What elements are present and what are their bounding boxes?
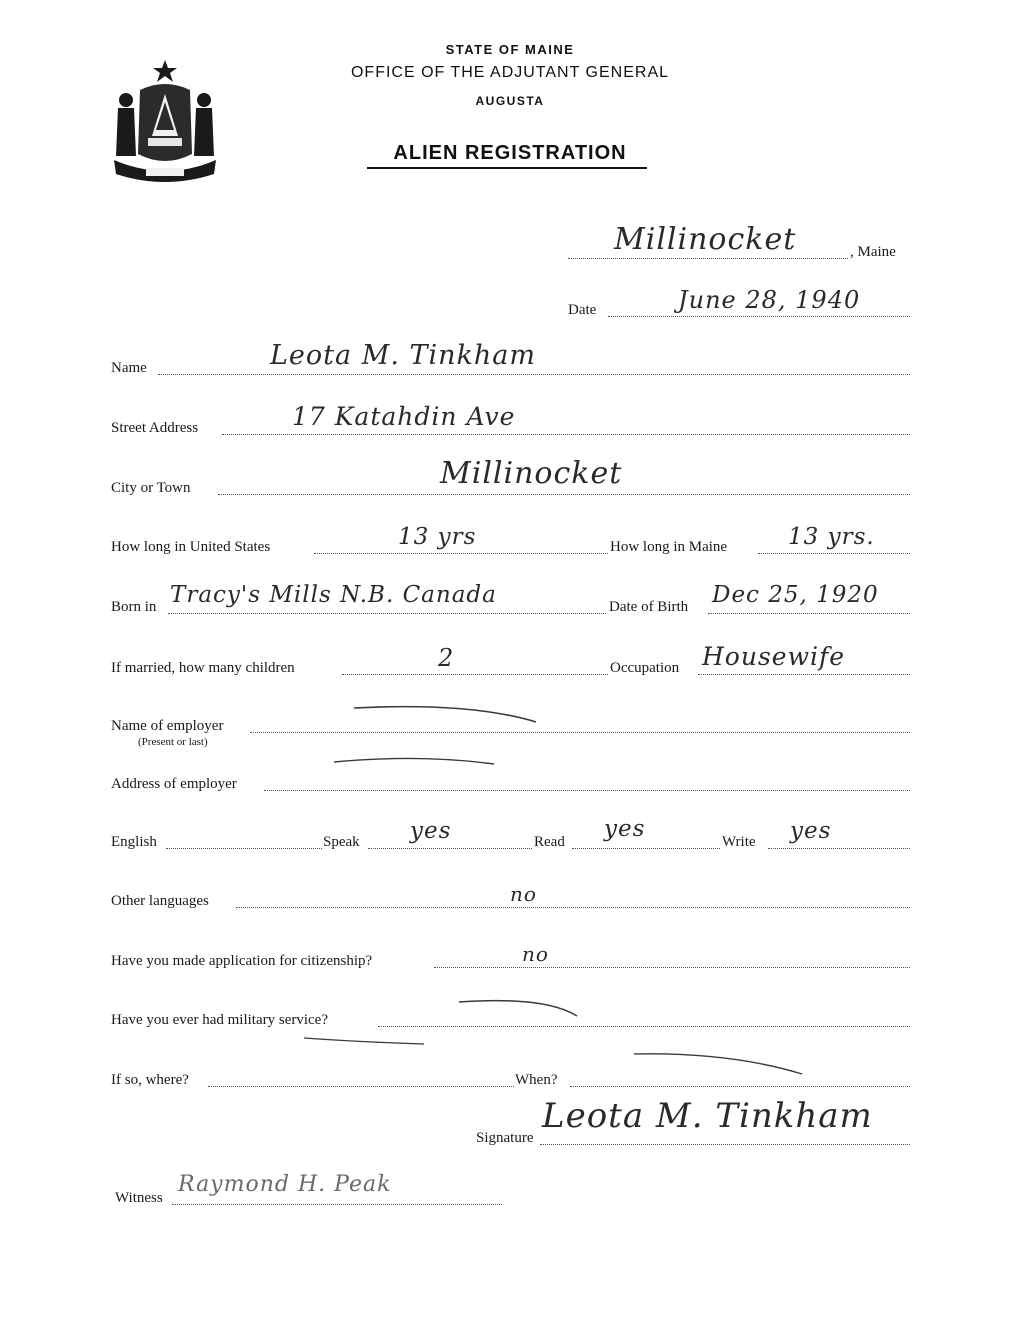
other-languages-label: Other languages <box>111 893 209 909</box>
header-state: STATE OF MAINE <box>445 42 575 57</box>
occupation-line <box>698 674 910 675</box>
occupation-label: Occupation <box>610 660 680 676</box>
header-office: OFFICE OF THE ADJUTANT GENERAL <box>350 64 670 81</box>
children-value: 2 <box>438 644 455 672</box>
english-label: English <box>111 834 157 850</box>
read-value: yes <box>604 816 646 842</box>
witness-label: Witness <box>115 1190 163 1206</box>
how-long-us-line <box>314 553 608 554</box>
name-value: Leota M. Tinkham <box>270 340 536 371</box>
citizenship-line <box>434 967 910 968</box>
read-label: Read <box>534 834 565 850</box>
citizenship-label: Have you made application for citizenship? <box>111 953 373 969</box>
write-label: Write <box>722 834 756 850</box>
military-dash-mark <box>455 996 585 1020</box>
employer-dash-mark <box>350 700 550 730</box>
witness-value: Raymond H. Peak <box>178 1172 392 1197</box>
english-line <box>166 848 322 849</box>
born-in-value: Tracy's Mills N.B. Canada <box>170 582 497 608</box>
header-city: AUGUSTA <box>475 94 545 108</box>
employer-address-line <box>264 790 910 791</box>
write-line <box>768 848 910 849</box>
name-label: Name <box>111 360 147 376</box>
citizenship-value: no <box>522 942 549 966</box>
when-dash-mark <box>630 1048 810 1078</box>
city-label: City or Town <box>111 480 191 496</box>
born-in-label: Born in <box>111 599 157 615</box>
city-value: Millinocket <box>440 456 623 491</box>
maine-state-seal <box>108 56 222 186</box>
military-line <box>378 1026 910 1027</box>
other-languages-line <box>236 907 910 908</box>
street-label: Street Address <box>111 420 199 436</box>
military-label: Have you ever had military service? <box>111 1012 328 1028</box>
dob-value: Dec 25, 1920 <box>712 582 879 608</box>
witness-line <box>172 1204 502 1205</box>
occupation-value: Housewife <box>702 642 846 671</box>
children-line <box>342 674 608 675</box>
where-label: If so, where? <box>111 1072 189 1088</box>
place-line <box>568 258 848 259</box>
signature-value: Leota M. Tinkham <box>542 1096 873 1136</box>
place-value: Millinocket <box>614 222 797 257</box>
how-long-maine-label: How long in Maine <box>610 539 728 555</box>
read-line <box>572 848 720 849</box>
date-line <box>608 316 910 317</box>
place-suffix: , Maine <box>850 244 896 260</box>
military-underline-mark <box>300 1034 430 1048</box>
dob-label: Date of Birth <box>609 599 689 615</box>
title-underline <box>367 167 647 169</box>
when-line <box>570 1086 910 1087</box>
employer-line <box>250 732 910 733</box>
speak-value: yes <box>410 818 452 844</box>
where-line <box>208 1086 514 1087</box>
signature-label: Signature <box>476 1130 534 1146</box>
how-long-maine-value: 13 yrs. <box>788 524 875 550</box>
how-long-us-label: How long in United States <box>111 539 271 555</box>
other-languages-value: no <box>510 882 537 906</box>
date-label: Date <box>568 302 597 318</box>
signature-line <box>540 1144 910 1145</box>
form-title: ALIEN REGISTRATION <box>393 142 627 164</box>
dob-line <box>708 613 910 614</box>
street-value: 17 Katahdin Ave <box>292 402 516 431</box>
name-line <box>158 374 910 375</box>
write-value: yes <box>790 818 832 844</box>
date-value: June 28, 1940 <box>678 286 861 314</box>
children-label: If married, how many children <box>111 660 295 676</box>
employer-sublabel: (Present or last) <box>138 736 208 748</box>
speak-line <box>368 848 532 849</box>
employer-address-label: Address of employer <box>111 776 237 792</box>
how-long-maine-line <box>758 553 910 554</box>
employer-label: Name of employer <box>111 718 224 734</box>
speak-label: Speak <box>323 834 360 850</box>
street-line <box>222 434 910 435</box>
born-in-line <box>168 613 606 614</box>
city-line <box>218 494 910 495</box>
employer-address-dash-mark <box>330 752 500 772</box>
how-long-us-value: 13 yrs <box>398 524 477 550</box>
when-label: When? <box>515 1072 558 1088</box>
